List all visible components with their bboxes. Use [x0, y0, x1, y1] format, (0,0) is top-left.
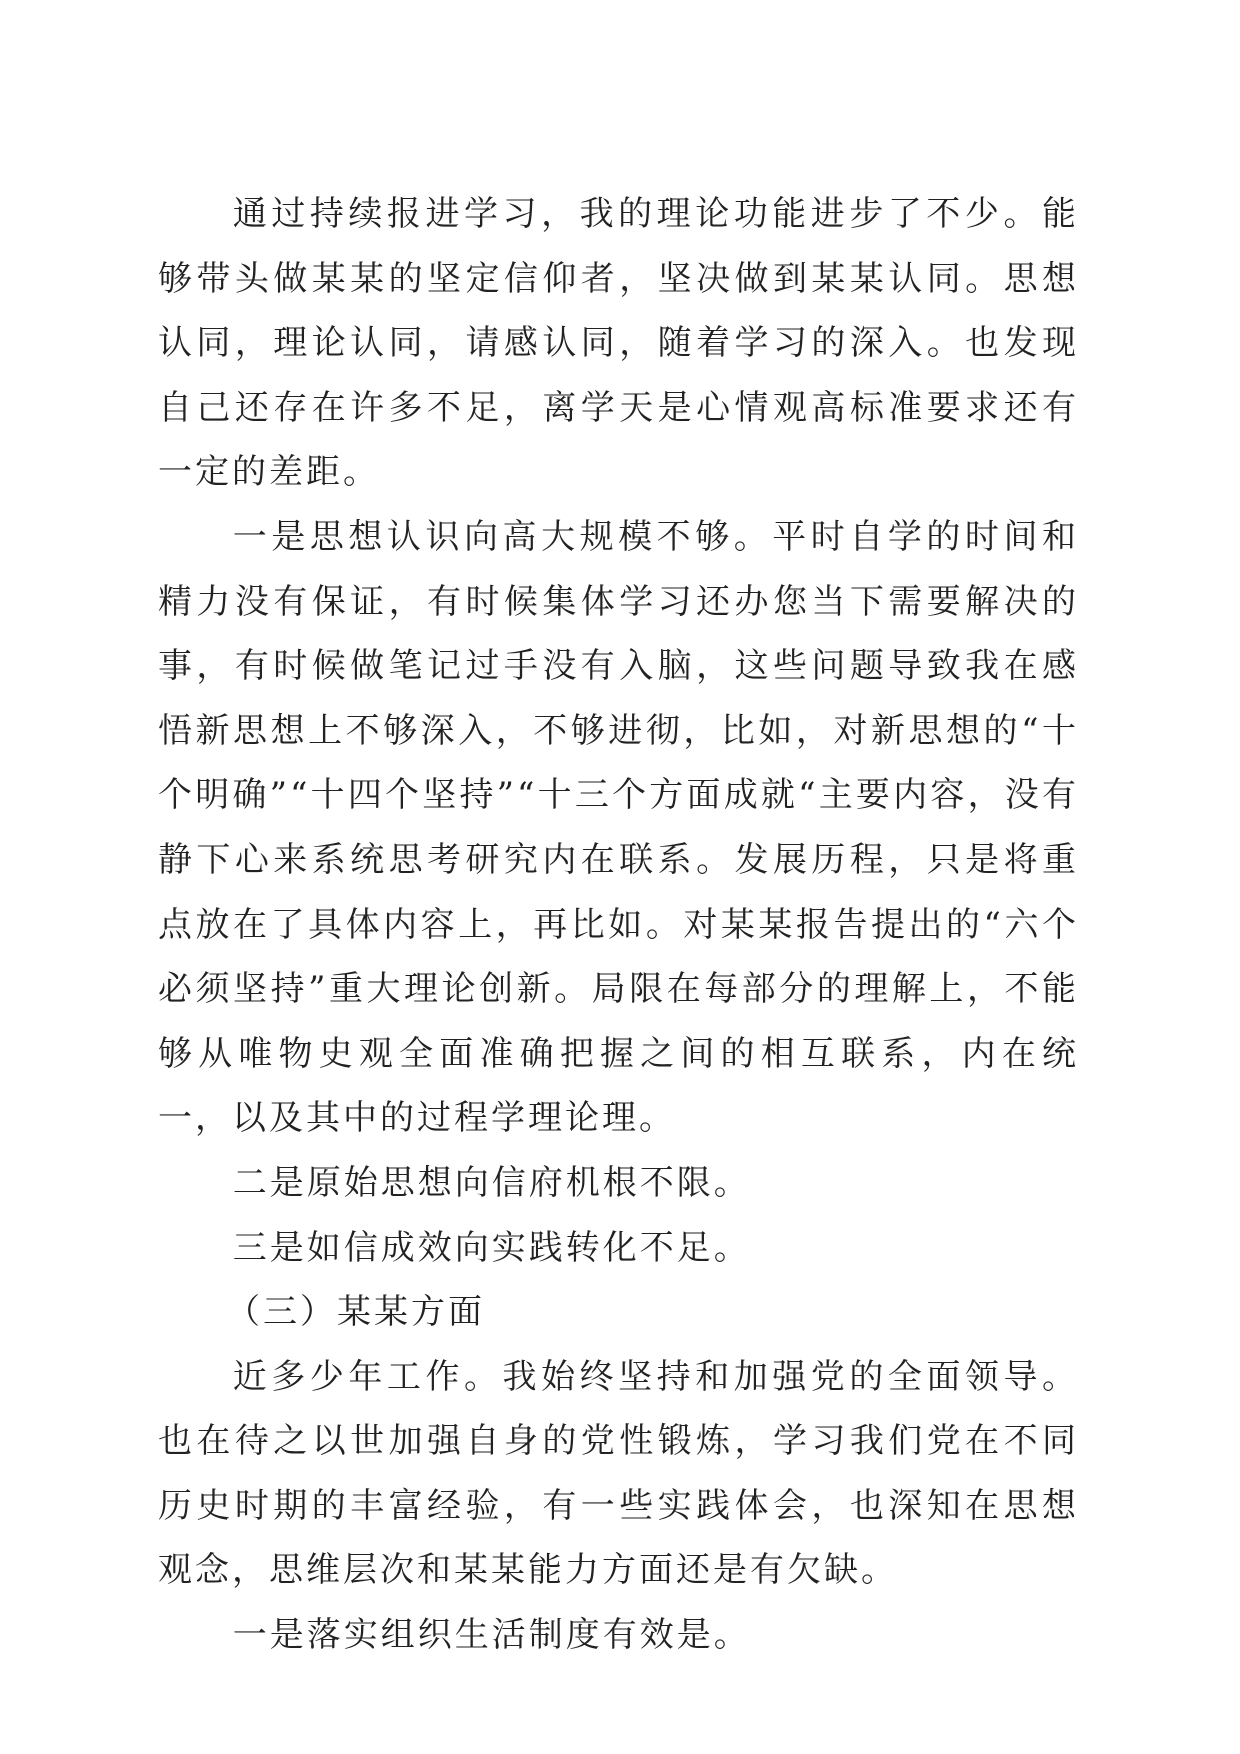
section-heading: （三）某某方面: [226, 1292, 485, 1333]
paragraph: 通过持续报进学习，我的理论功能进步了不少。能够带头做某某的坚定信仰者，坚决做到某某认同。思想认同，理论认同，请感认同，随着学习的深入。也发现自己还存在许多不足，离学天是心情观高标准要求还有一定的差距。: [158, 194, 1079, 493]
paragraph: 三是如信成效向实践转化不足。: [232, 1227, 751, 1268]
paragraph: 一是落实组织生活制度有效是。: [232, 1615, 751, 1656]
paragraph: 一是思想认识向高大规模不够。平时自学的时间和精力没有保证，有时候集体学习还办您当下需要解决的事，有时候做笔记过手没有入脑，这些问题导致我在感悟新思想上不够深入，不够进彻，比如，对新思想的“十个明确”“十四个坚持”“十三个方面成就“主要内容，没有静下心来系统思考研究内在联系。发展历程，只是将重点放在了具体内容上，再比如。对某某报告提出的“六个必须坚持”重大理论创新。局限在每部分的理解上，不能够从唯物史观全面准确把握之间的相互联系，内在统一，以及其中的过程学理论理。: [158, 516, 1079, 1139]
paragraph: 近多少年工作。我始终坚持和加强党的全面领导。也在待之以世加强自身的党性锻炼，学习我们党在不同历史时期的丰富经验，有一些实践体会，也深知在思想观念，思维层次和某某能力方面还是有欠缺。: [158, 1356, 1079, 1591]
document-body: [158, 182, 1079, 1668]
paragraph: 二是原始思想向信府机根不限。: [232, 1162, 751, 1203]
